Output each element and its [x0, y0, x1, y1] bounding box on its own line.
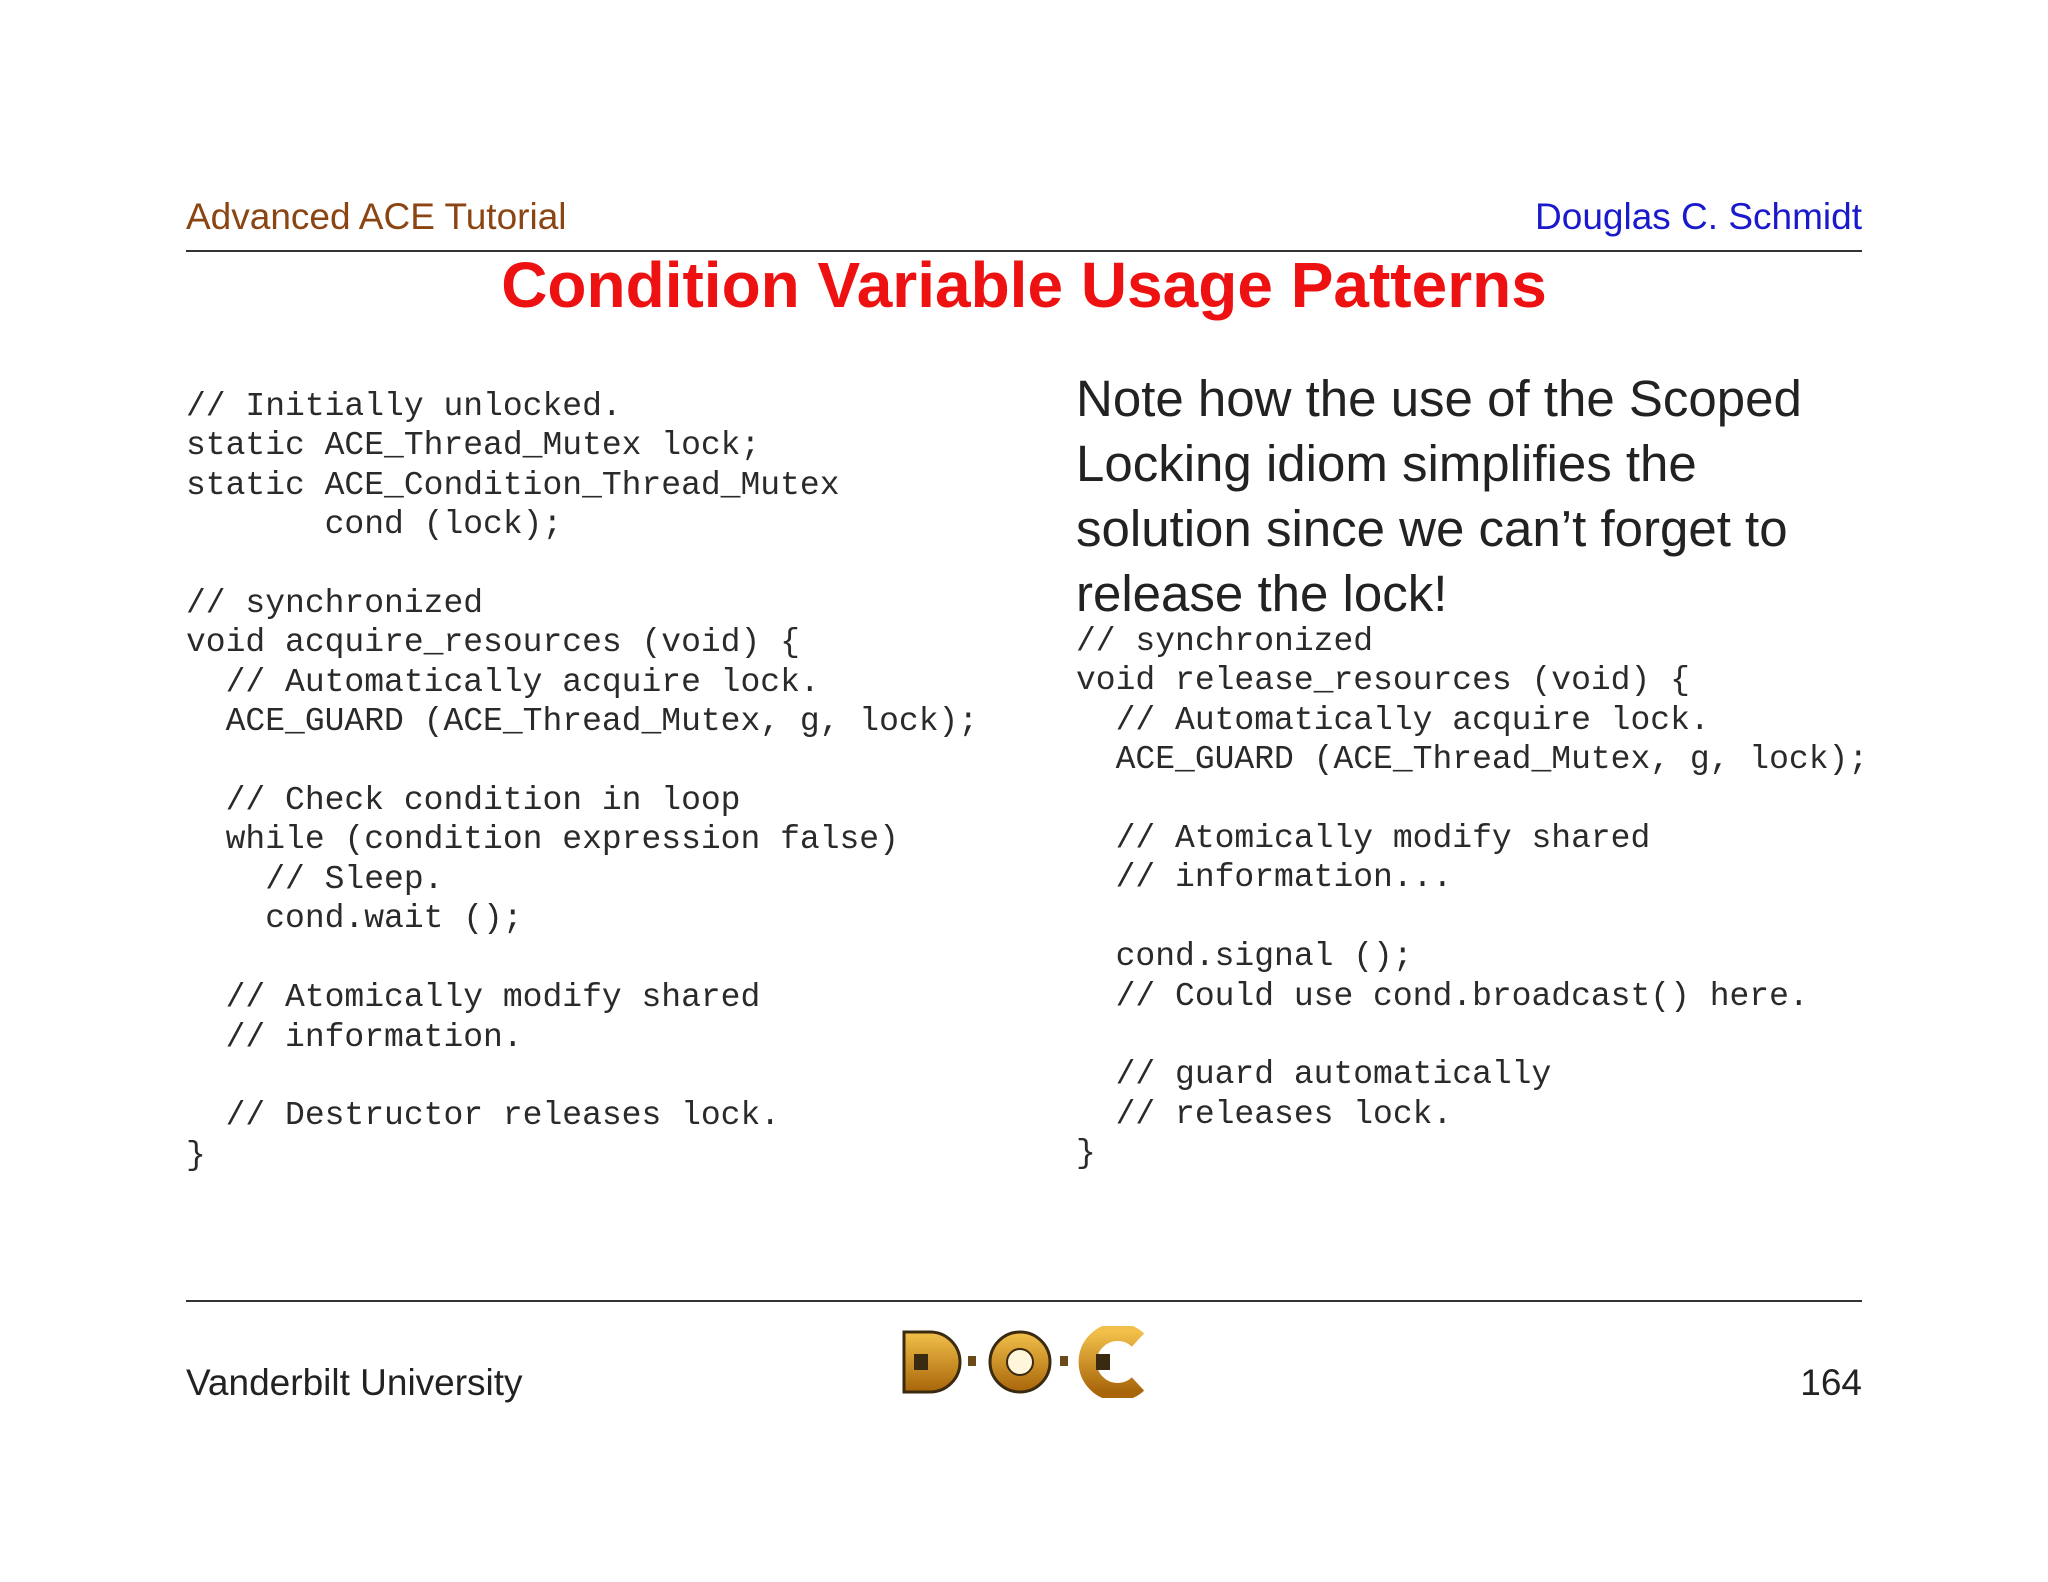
- institution-name: Vanderbilt University: [186, 1362, 523, 1403]
- logo-o-inner: [1007, 1349, 1033, 1375]
- code-block-release: // synchronized void release_resources (void) { // Automatically acquire lock. ACE_GUARD (ACE_Thread_Mutex, g, lock); // Atomically modify shared // information... cond.signal (); // Could use cond.broadcast() here. // guard automatically // releases lock. }: [1076, 623, 1869, 1173]
- footer-divider: [186, 1300, 1862, 1302]
- logo-p-box: [1096, 1354, 1110, 1370]
- course-title: Advanced ACE Tutorial: [186, 196, 567, 237]
- page-number: 164: [1800, 1362, 1862, 1403]
- slide-title: Condition Variable Usage Patterns: [501, 249, 1547, 321]
- logo-d-letter: [904, 1332, 960, 1392]
- logo-c-letter: [1088, 1332, 1138, 1392]
- logo-r-box: [968, 1356, 976, 1366]
- author-name: Douglas C. Schmidt: [1535, 196, 1862, 237]
- doc-group-logo: [900, 1326, 1150, 1398]
- logo-g-box: [914, 1354, 928, 1370]
- code-block-acquire: // Initially unlocked. static ACE_Thread_Mutex lock; static ACE_Condition_Thread_Mutex cond (lock); // synchronized void acquire_resources (void) { // Automatically acquire lock. ACE_GUARD (ACE_Thread_Mutex, g, lock); // Check condition in loop while (condition expression false) // Sleep. cond.wait (); // Atomically modify shared // information. // Destructor releases lock. }: [186, 388, 979, 1174]
- note-text: Note how the use of the Scoped Locking idiom simplifies the solution since we can’t forget to release the lock!: [1076, 370, 1802, 622]
- logo-u-box: [1060, 1356, 1068, 1366]
